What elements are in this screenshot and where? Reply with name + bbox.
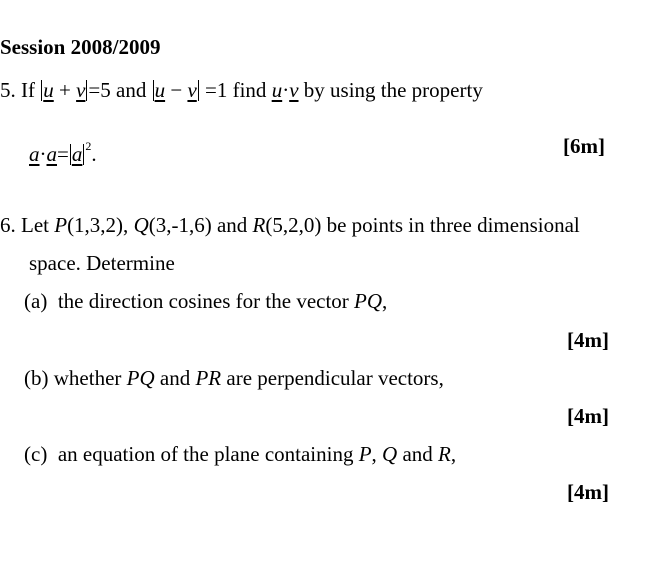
- q-coords: (3,-1,6) and: [148, 213, 248, 237]
- marks-part-a: [4m]: [567, 328, 609, 352]
- part-label: (b): [24, 366, 49, 390]
- vector-PQ: PQ: [354, 289, 383, 313]
- abs-bar: [70, 144, 71, 165]
- question-5-line-2: [29, 133, 97, 167]
- question-6-line-2: space. Determine: [29, 251, 175, 275]
- part-c-and: and: [402, 442, 433, 466]
- q6-let: Let: [21, 213, 49, 237]
- comma: ,: [371, 442, 377, 466]
- vector-u: u: [43, 78, 54, 102]
- part-a-text: the direction cosines for the vector: [57, 289, 349, 313]
- vector-v: v: [187, 78, 197, 102]
- q5-rest: by using the property: [303, 78, 483, 102]
- point-R: R: [252, 213, 266, 237]
- minus-sign: −: [170, 78, 183, 102]
- p-coords: (1,3,2),: [67, 213, 129, 237]
- point-P: P: [54, 213, 68, 237]
- comma: ,: [382, 289, 388, 313]
- vector-u: u: [271, 78, 283, 102]
- exponent-2: 2: [85, 139, 92, 153]
- vector-a: a: [71, 142, 83, 166]
- point-Q: Q: [382, 442, 398, 466]
- part-label: (c): [24, 442, 48, 466]
- part-label: (a): [24, 289, 48, 313]
- part-c: [24, 441, 456, 467]
- equals-5: =5: [88, 78, 111, 102]
- question-6-line-1: [0, 212, 580, 238]
- comma: ,: [450, 442, 457, 466]
- q5-and: and: [116, 78, 147, 102]
- part-b-rest: are perpendicular vectors,: [226, 366, 444, 390]
- vector-u: u: [154, 78, 166, 102]
- q5-find: find: [232, 78, 267, 102]
- vector-PR: PR: [195, 366, 222, 390]
- q5-if: If: [21, 78, 35, 102]
- abs-bar: [153, 80, 154, 101]
- dot-operator: ·: [282, 78, 290, 102]
- part-c-text: an equation of the plane containing: [57, 442, 354, 466]
- point-R: R: [438, 442, 451, 466]
- plus-sign: +: [59, 78, 71, 102]
- vector-a: a: [29, 142, 40, 166]
- question-5-line-1: [0, 77, 483, 103]
- question-number: 5.: [0, 78, 16, 102]
- part-a: [24, 288, 387, 314]
- equals-1: =1: [205, 78, 228, 102]
- equals-sign: =: [57, 142, 69, 166]
- part-b: [24, 365, 444, 391]
- dot-operator: ·: [39, 142, 47, 166]
- vector-a: a: [46, 142, 57, 166]
- vector-v: v: [76, 78, 86, 102]
- part-b-whether: whether: [53, 366, 122, 390]
- point-P: P: [358, 442, 372, 466]
- vector-v: v: [289, 78, 299, 102]
- period: .: [91, 142, 97, 166]
- marks-part-c: [4m]: [567, 480, 609, 504]
- session-heading: Session 2008/2009: [0, 35, 161, 59]
- vector-PQ: PQ: [126, 366, 155, 390]
- point-Q: Q: [133, 213, 149, 237]
- question-number: 6.: [0, 213, 16, 237]
- abs-bar: [198, 80, 199, 101]
- part-b-and: and: [159, 366, 191, 390]
- r-coords: (5,2,0) be points in three dimensional: [265, 213, 580, 237]
- marks-part-b: [4m]: [567, 404, 609, 428]
- marks-q5: [6m]: [563, 134, 605, 158]
